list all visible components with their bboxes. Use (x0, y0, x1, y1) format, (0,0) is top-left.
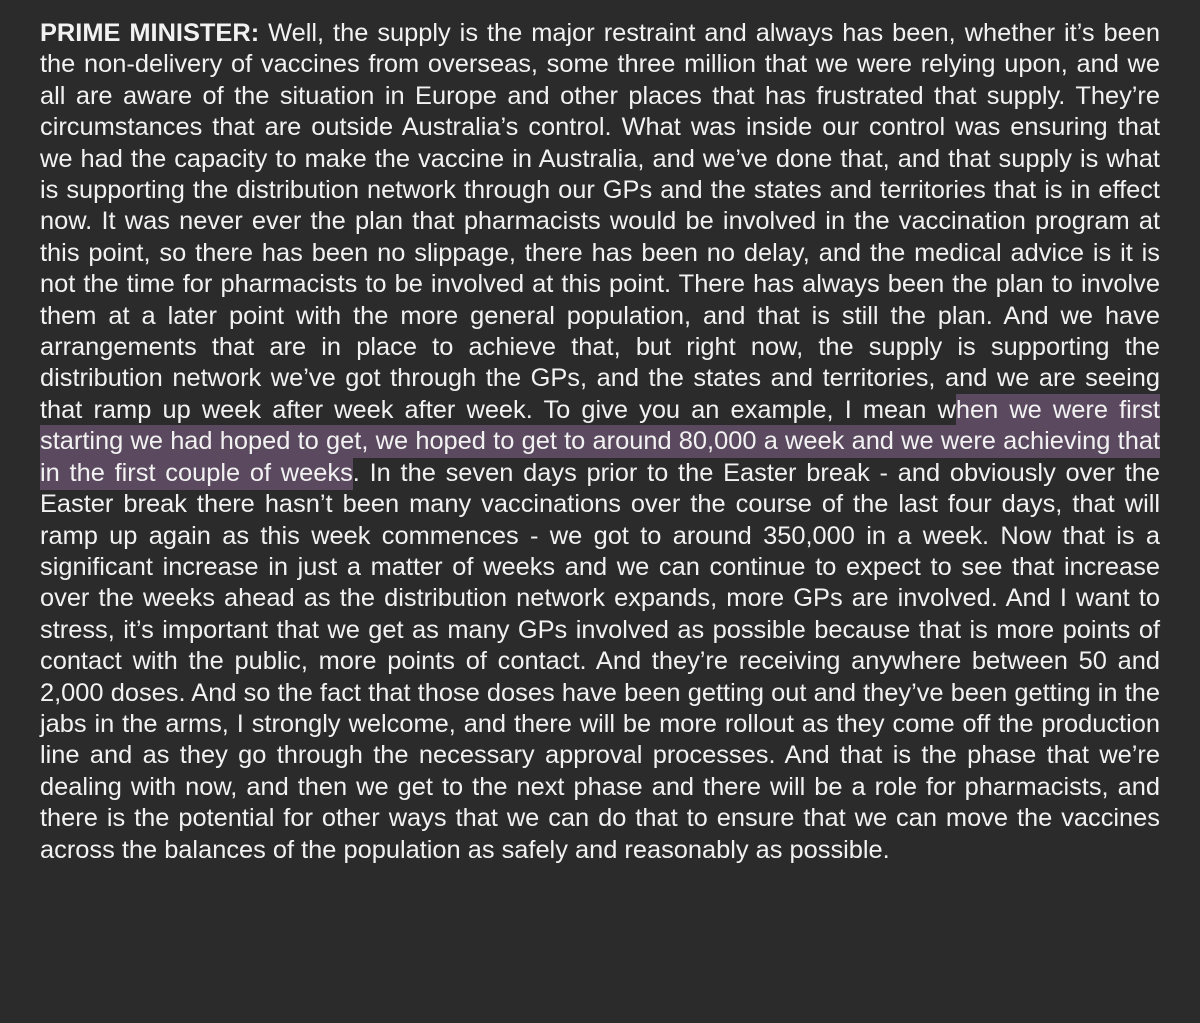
text-selection-highlight[interactable]: hen we were first starting we had hoped to get, we hoped to get to around 80,000 a week and we were achieving that in the first couple of weeks (40, 394, 1160, 490)
speaker-label: PRIME MINISTER: (40, 19, 260, 47)
transcript-text-after: . In the seven days prior to the Easter break - and obviously over the Easter break there hasn’t been many vaccinations over the course of the last four days, that will ramp up again as this week commences - we got to around 350,000 in a week. Now that is a significant increase in just a matter of weeks and we can continue to expect to see that increase over the weeks ahead as the distribution network expands, more GPs are involved. And I want to stress, it’s important that we get as many GPs involved as possible because that is more points of contact with the public, more points of contact. And they’re receiving anywhere between 50 and 2,000 doses. And so the fact that those doses have been getting out and they’ve been getting in the jabs in the arms, I strongly welcome, and there will be more rollout as they come off the production line and as they go through the necessary approval processes. And that is the phase that we’re dealing with now, and then we get to the next phase and there will be a role for pharmacists, and there is the potential for other ways that we can do that to ensure that we can move the vaccines across the balances of the population as safely and reasonably as possible. (40, 458, 1160, 864)
transcript-paragraph[interactable] (40, 18, 1160, 866)
transcript-text-before: Well, the supply is the major restraint and always has been, whether it’s been the non-delivery of vaccines from overseas, some three million that we were relying upon, and we all are aware of the situation in Europe and other places that has frustrated that supply. They’re circumstances that are outside Australia’s control. What was inside our control was ensuring that we had the capacity to make the vaccine in Australia, and we’ve done that, and that supply is what is supporting the distribution network through our GPs and the states and territories that is in effect now. It was never ever the plan that pharmacists would be involved in the vaccination program at this point, so there has been no slippage, there has been no delay, and the medical advice is it is not the time for pharmacists to be involved at this point. There has always been the plan to involve them at a later point with the more general population, and that is still the plan. And we have arrangements that are in place to achieve that, but right now, the supply is supporting the distribution network we’ve got through the GPs, and the states and territories, and we are seeing that ramp up week after week after week. To give you an example, I mean w (40, 19, 1161, 424)
